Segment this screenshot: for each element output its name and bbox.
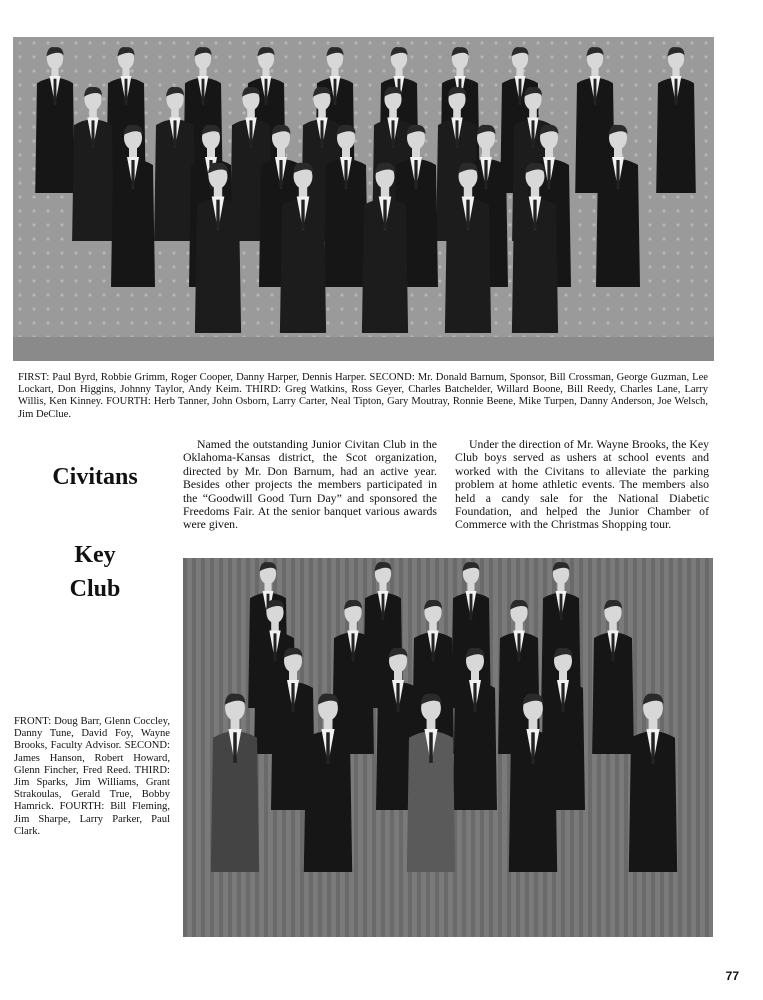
- key-club-photo-caption: FRONT: Doug Barr, Glenn Coccley, Danny Tune, David Foy, Wayne Brooks, Faculty Advisor. SECOND: James Hanson, Robert Howard, Glenn Fincher, Fred Reed. THIRD: Jim Sparks, Jim Williams, Grant Strakoulas, Gerald True, Bobby Hamrick. FOURTH: Bill Fleming, Jim Sharpe, Larry Parker, Paul Clark.: [14, 716, 170, 837]
- key-club-description: Under the direction of Mr. Wayne Brooks, the Key Club boys served as ushers at school events and worked with the Civitans to alleviate the parking problem at home athletic events. The members also held a candy sale for the National Diabetic Foundation, and helped the Junior Chamber of Commerce with the Christmas Shopping tour.: [455, 437, 709, 532]
- page-number: 77: [725, 969, 739, 983]
- key-club-heading-text: Key Club: [69, 542, 121, 602]
- civitans-description: Named the outstanding Junior Civitan Club in the Oklahoma-Kansas district, the Scot organization, directed by Mr. Don Barnum, had an active year. Besides other projects the members participated in the “Goodwill Good Turn Day” and sponsored the Freedoms Fair. At the senior banquet various awards were given.: [183, 437, 437, 532]
- floor: [13, 337, 714, 361]
- civitans-heading: Civitans: [52, 464, 138, 490]
- civitans-photo-caption: FIRST: Paul Byrd, Robbie Grimm, Roger Cooper, Danny Harper, Dennis Harper. SECOND: Mr. Donald Barnum, Sponsor, Bill Crossman, George Guzman, Lee Lockart, Don Higgins, Johnny Taylor, Andy Keim. THIRD: Greg Watkins, Ross Geyer, Charles Batchelder, Willard Boone, Bill Reedy, Charles Lane, Larry Willis, Ken Kinney. FOURTH: Herb Tanner, John Osborn, Larry Carter, Neal Tipton, Gary Moutray, Ronnie Beene, Mike Turpen, Danny Anderson, Joe Welsch, Jim DeClue.: [18, 372, 708, 420]
- key-club-group-photo: [183, 558, 713, 937]
- key-club-heading: [30, 538, 160, 606]
- civitans-group-photo: [13, 37, 714, 361]
